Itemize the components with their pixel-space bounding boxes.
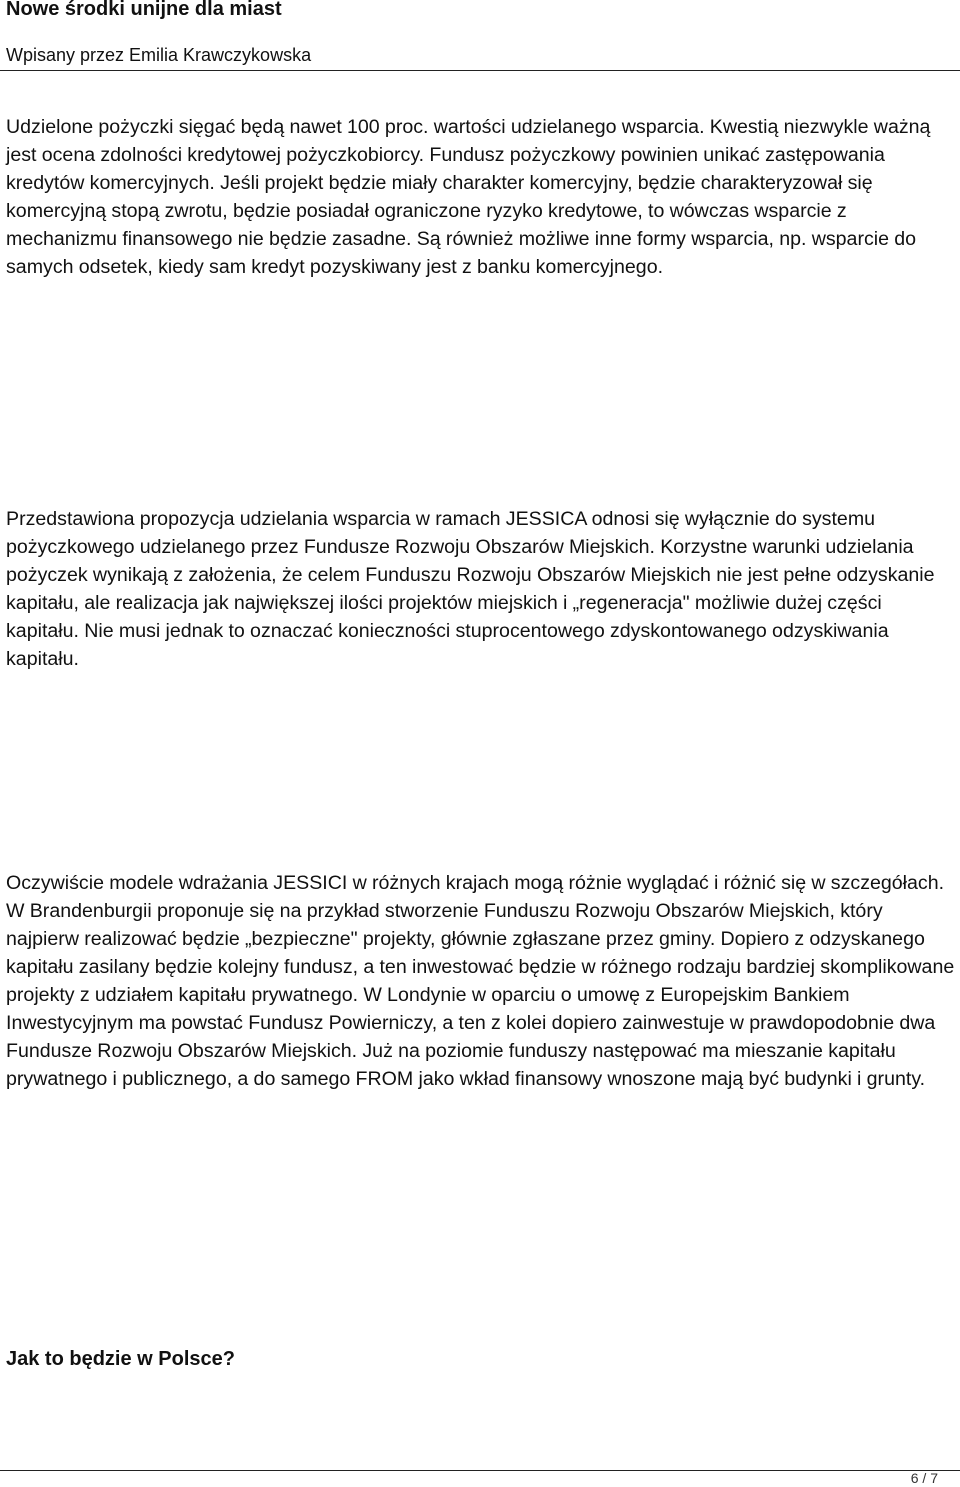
author-byline: Wpisany przez Emilia Krawczykowska <box>6 45 312 65</box>
header-divider <box>0 70 960 71</box>
paragraph-implementation-models: Oczywiście modele wdrażania JESSICI w różnych krajach mogą różnie wyglądać i różnić się w szczegółach. W Brandenburgii proponuje się na przykład stworzenie Funduszu Rozwoju Obszarów Miejskich, który najpierw realizować będzie „bezpieczne" projekty, głównie zgłaszane przez gminy. Dopiero z odzyskanego kapitału zasilany będzie kolejny fundusz, a ten inwestować będzie w różnego rodzaju bardziej skomplikowane projekty z udziałem kapitału prywatnego. W Londynie w oparciu o umowę z Europejskim Bankiem Inwestycyjnym ma powstać Fundusz Powierniczy, a ten z kolei dopiero zainwestuje w prawdopodobnie dwa Fundusze Rozwoju Obszarów Miejskich. Już na poziomie funduszy następować ma mieszanie kapitału prywatnego i publicznego, a do samego FROM jako wkład finansowy wnoszone mają być budynki i grunty. <box>6 872 955 1090</box>
paragraph-jessica-proposal: Przedstawiona propozycja udzielania wsparcia w ramach JESSICA odnosi się wyłącznie do systemu pożyczkowego udzielanego przez Fundusze Rozwoju Obszarów Miejskich. Korzystne warunki udzielania pożyczek wynikają z założenia, że celem Funduszu Rozwoju Obszarów Miejskich nie jest pełne odzyskanie kapitału, ale realizacja jak największej ilości projektów miejskich i „regeneracja" możliwie dużej części kapitału. Nie musi jednak to oznaczać konieczności stuprocentowego zdyskontowanego odzyskiwania kapitału. <box>6 508 935 670</box>
page-number: 6 / 7 <box>910 1470 938 1486</box>
section-heading: Jak to będzie w Polsce? <box>6 1348 235 1370</box>
footer-divider <box>0 1470 960 1471</box>
paragraph-loans: Udzielone pożyczki sięgać będą nawet 100 proc. wartości udzielanego wsparcia. Kwestią niezwykle ważną jest ocena zdolności kredytowej pożyczkobiorcy. Fundusz pożyczkowy powinien unikać zastępowania kredytów komercyjnych. Jeśli projekt będzie miały charakter komercyjny, będzie charakteryzował się komercyjną stopą zwrotu, będzie posiadał ograniczone ryzyko kredytowe, to wówczas wsparcie z mechanizmu finansowego nie będzie zasadne. Są również możliwe inne formy wsparcia, np. wsparcie do samych odsetek, kiedy sam kredyt pozyskiwany jest z banku komercyjnego. <box>6 116 931 278</box>
document-title: Nowe środki unijne dla miast <box>6 0 282 20</box>
